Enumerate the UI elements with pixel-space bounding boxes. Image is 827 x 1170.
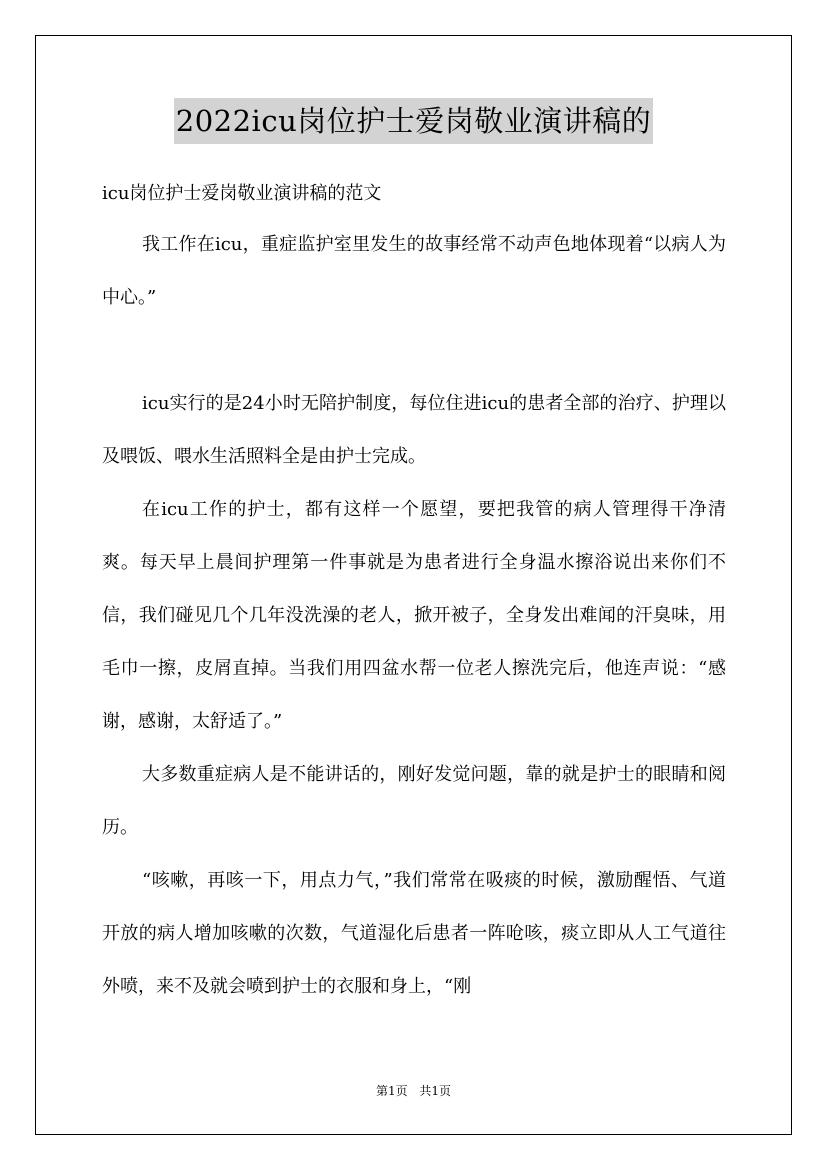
document-body [102,170,726,1013]
title-container [0,98,827,144]
document-subtitle: icu岗位护士爱岗敬业演讲稿的范文 [102,183,382,204]
page-total: 共1页 [419,1084,452,1098]
document-title: 2022icu岗位护士爱岗敬业演讲稿的 [174,98,654,144]
paragraph-2: icu实行的是24小时无陪护制度，每位住进icu的患者全部的治疗、护理以及喂饭、喂水生活照料全是由护士完成。 [102,393,726,467]
paragraph-4: 大多数重症病人是不能讲话的，刚好发觉问题，靠的就是护士的眼睛和阅历。 [102,764,726,838]
paragraph-5: “咳嗽，再咳一下，用点力气，”我们常常在吸痰的时候，激励醒悟、气道开放的病人增加咳嗽的次数，气道湿化后患者一阵呛咳，痰立即从人工气道往外喷，来不及就会喷到护士的衣服和身上，“刚 [102,870,726,997]
blank-line [102,324,726,377]
page-number: 第1页 [375,1084,408,1098]
page-footer [0,1083,827,1099]
paragraph-3: 在icu工作的护士，都有这样一个愿望，要把我管的病人管理得干净清爽。每天早上晨间护理第一件事就是为患者进行全身温水擦浴说出来你们不信，我们碰见几个几年没洗澡的老人，掀开被子，全身发出难闻的汗臭味，用毛巾一擦，皮屑直掉。当我们用四盆水帮一位老人擦洗完后，他连声说：“感谢，感谢，太舒适了。” [102,499,726,732]
paragraph-1: 我工作在icu，重症监护室里发生的故事经常不动声色地体现着“以病人为中心。” [102,234,726,308]
